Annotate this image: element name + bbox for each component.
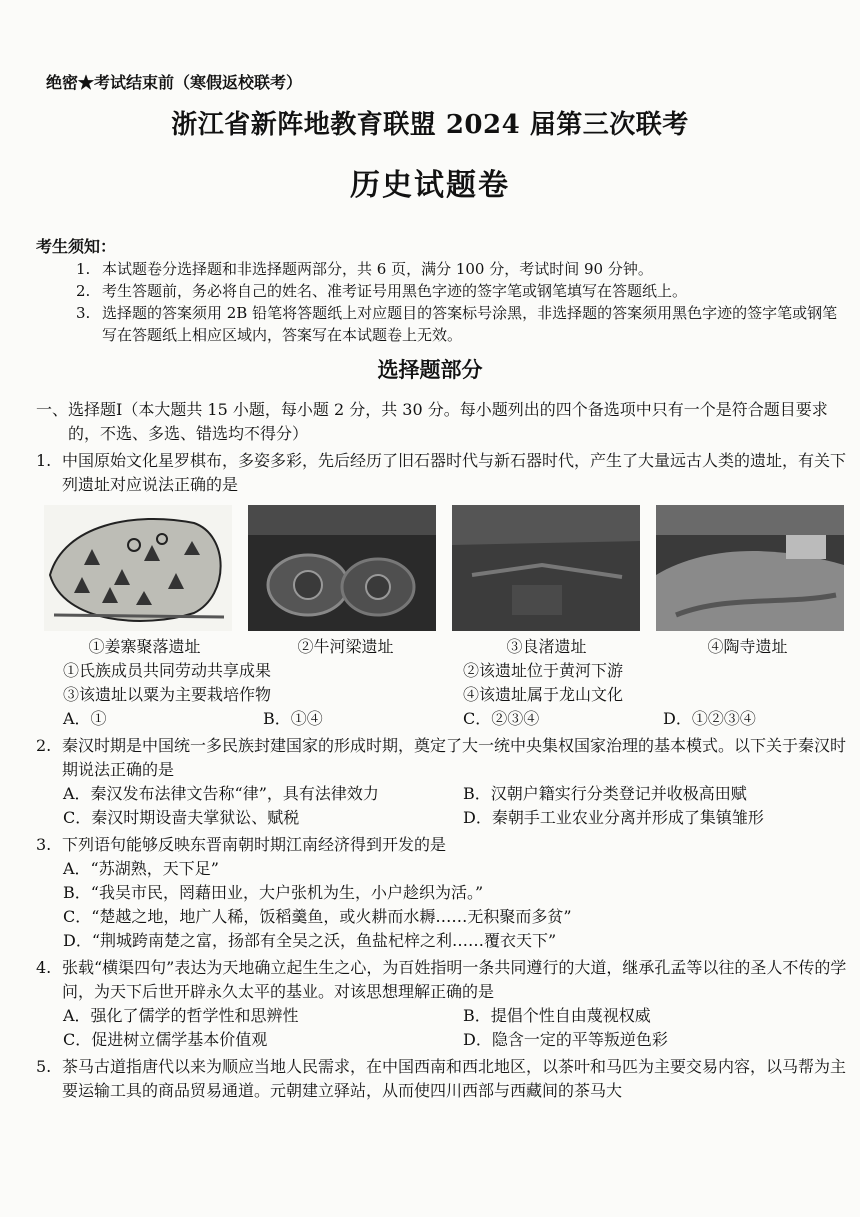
section-title: 选择题部分 xyxy=(377,357,483,382)
notice-item xyxy=(76,258,846,280)
options-row xyxy=(36,806,848,830)
caption-jiangzhai: ①姜寨聚落遗址 xyxy=(88,637,201,656)
option-a: A．强化了儒学的哲学性和思辨性 xyxy=(63,1006,299,1025)
caption-liangzhu: ③良渚遗址 xyxy=(506,637,587,656)
notice-item-number: 1. xyxy=(76,260,91,278)
statement: ④该遗址属于龙山文化 xyxy=(463,685,624,704)
option-b: B．汉朝户籍实行分类登记并收极高田赋 xyxy=(463,784,747,803)
question-number: 2. xyxy=(36,736,52,755)
statement-row xyxy=(36,683,848,707)
options-row xyxy=(36,707,848,731)
option-a: A．① xyxy=(63,709,107,728)
notice-item-number: 2. xyxy=(76,282,91,300)
questions-body xyxy=(36,398,848,1106)
confidential-label: 绝密★考试结束前（寒假返校联考） xyxy=(46,73,303,92)
question-1 xyxy=(36,449,848,731)
option-d: D．秦朝手工业农业分离并形成了集镇雏形 xyxy=(463,808,764,827)
question-stem: 张载“横渠四句”表达为天地确立起生生之心，为百姓指明一条共同遵行的大道，继承孔孟等以往的圣人不传的学问，为天下后世开辟永久太平的基业。对该思想理解正确的是 xyxy=(62,958,847,1001)
question-stem: 下列语句能够反映东晋南朝时期江南经济得到开发的是 xyxy=(62,835,447,854)
question-number: 1. xyxy=(36,451,52,470)
notice-item xyxy=(76,302,846,346)
taosi-site-image xyxy=(656,505,844,631)
question-number: 3. xyxy=(36,835,52,854)
options-row xyxy=(36,1004,848,1028)
question-stem: 茶马古道指唐代以来为顺应当地人民需求，在中国西南和西北地区，以茶叶和马匹为主要交易内容，以马帮为主要运输工具的商品贸易通道。元朝建立驿站，从而使四川西部与西藏间的茶马大 xyxy=(62,1057,847,1100)
option-b: B．“我吴市民，罔藉田业，大户张机为生，小户趁织为活。” xyxy=(63,883,484,902)
part-text: 选择题Ⅰ（本大题共 15 小题，每小题 2 分，共 30 分。每小题列出的四个备选项中只有一个是符合题目要求的，不选、多选、错选均不得分） xyxy=(68,400,828,443)
site-photos xyxy=(36,497,844,635)
statement: ②该遗址位于黄河下游 xyxy=(463,661,624,680)
question-4 xyxy=(36,956,848,1052)
option-c: C．秦汉时期设啬夫掌狱讼、赋税 xyxy=(63,808,300,827)
notice-item-text: 考生答题前，务必将自己的姓名、准考证号用黑色字迹的签字笔或钢笔填写在答题纸上。 xyxy=(102,282,688,300)
notice-list xyxy=(76,258,846,346)
part-number: 一、 xyxy=(36,400,69,419)
statement-row xyxy=(36,659,848,683)
caption-taosi: ④陶寺遗址 xyxy=(707,637,788,656)
niuheliang-site-image xyxy=(248,505,436,631)
options-row xyxy=(36,782,848,806)
question-stem: 秦汉时期是中国统一多民族封建国家的形成时期，奠定了大一统中央集权国家治理的基本模式。以下关于秦汉时期说法正确的是 xyxy=(62,736,847,779)
notice-heading: 考生须知： xyxy=(36,237,117,256)
statement: ③该遗址以粟为主要栽培作物 xyxy=(63,685,272,704)
question-number: 5. xyxy=(36,1057,52,1076)
option-d: D．隐含一定的平等叛逆色彩 xyxy=(463,1030,668,1049)
exam-title: 浙江省新阵地教育联盟 2024 届第三次联考 xyxy=(171,110,689,140)
notice-item-number: 3. xyxy=(76,304,91,322)
statement: ①氏族成员共同劳动共享成果 xyxy=(63,661,272,680)
caption-niuheliang: ②牛河梁遗址 xyxy=(297,637,394,656)
notice-item-text: 选择题的答案须用 2B 铅笔将答题纸上对应题目的答案标号涂黑，非选择题的答案须用黑色字迹的签字笔或钢笔写在答题纸上相应区域内，答案写在本试题卷上无效。 xyxy=(102,304,838,344)
option-c: C．“楚越之地，地广人稀，饭稻羹鱼，或火耕而水耨……无积聚而多贫” xyxy=(63,907,572,926)
part-instructions xyxy=(36,398,848,446)
question-5 xyxy=(36,1055,848,1103)
liangzhu-site-image xyxy=(452,505,640,631)
notice-item xyxy=(76,280,846,302)
exam-subtitle: 历史试题卷 xyxy=(350,168,510,203)
question-2 xyxy=(36,734,848,830)
notice-item-text: 本试题卷分选择题和非选择题两部分，共 6 页，满分 100 分，考试时间 90 分钟。 xyxy=(102,260,653,278)
option-d: D．“荆城跨南楚之富，扬部有全吴之沃，鱼盐杞梓之利……覆衣天下” xyxy=(63,931,557,950)
jiangzhai-site-image xyxy=(44,505,232,631)
option-a: A．秦汉发布法律文告称“律”，具有法律效力 xyxy=(63,784,379,803)
question-stem: 中国原始文化星罗棋布，多姿多彩，先后经历了旧石器时代与新石器时代，产生了大量远古人类的遗址，有关下列遗址对应说法正确的是 xyxy=(62,451,847,494)
site-captions xyxy=(36,635,848,659)
options-row xyxy=(36,1028,848,1052)
option-d: D．①②③④ xyxy=(663,709,756,728)
option-c: C．促进树立儒学基本价值观 xyxy=(63,1030,268,1049)
option-b: B．提倡个性自由蔑视权威 xyxy=(463,1006,651,1025)
option-c: C．②③④ xyxy=(463,709,540,728)
option-a: A．“苏湖熟，天下足” xyxy=(63,859,219,878)
question-3 xyxy=(36,833,848,953)
question-number: 4. xyxy=(36,958,52,977)
option-b: B．①④ xyxy=(263,709,323,728)
